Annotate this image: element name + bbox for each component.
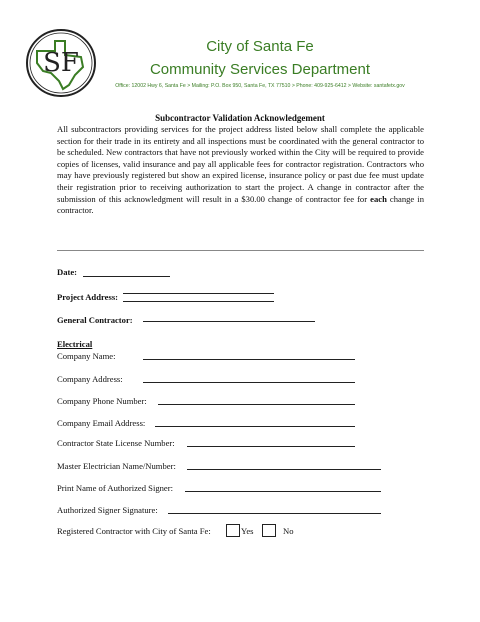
header-contact: Office: 12002 Hwy 6, Santa Fe > Mailing: P.O. Box 950, Santa Fe, TX 77510 > Phone: 409-925-6412 > Website: santafetx.gov (115, 83, 405, 89)
signature-field[interactable] (168, 513, 381, 514)
divider (57, 250, 424, 251)
date-field[interactable] (83, 276, 170, 277)
company-address-label: Company Address: (57, 374, 123, 384)
license-label: Contractor State License Number: (57, 438, 175, 448)
svg-text:SF: SF (43, 48, 79, 78)
intro-emphasis: each (370, 193, 387, 204)
yes-label: Yes (241, 526, 254, 536)
company-name-field[interactable] (143, 359, 355, 360)
print-name-label: Print Name of Authorized Signer: (57, 483, 173, 493)
master-electrician-field[interactable] (187, 469, 381, 470)
header-department: Community Services Department (149, 61, 371, 78)
company-address-field[interactable] (143, 382, 355, 383)
form-title: Subcontractor Validation Acknowledgement (155, 113, 325, 123)
company-phone-field[interactable] (158, 404, 355, 405)
yes-checkbox[interactable] (226, 524, 240, 537)
registered-label: Registered Contractor with City of Santa Fe: (57, 526, 211, 536)
electrical-heading: Electrical (57, 339, 93, 349)
print-name-field[interactable] (185, 491, 381, 492)
company-email-field[interactable] (155, 426, 355, 427)
general-contractor-field[interactable] (143, 321, 315, 322)
no-label: No (283, 526, 294, 536)
project-address-label: Project Address: (57, 292, 119, 302)
project-address-field[interactable] (123, 301, 274, 302)
intro-paragraph (57, 124, 424, 217)
company-phone-label: Company Phone Number: (57, 396, 147, 406)
city-seal-logo (25, 27, 97, 99)
license-field[interactable] (187, 446, 355, 447)
signature-label: Authorized Signer Signature: (57, 505, 158, 515)
intro-main: All subcontractors providing services for the project address listed below shall complete the applicable section for their trade in its entirety and all inspections must be coordinated with the general contractor to be scheduled. New contractors that have not previously worked within the City will be required to provide copies of licenses, valid insurance and pay all applicable fees for contractor registration. Contractors who may have previously registered but show an expired license, insurance policy or past due fee must update their registration prior to receiving authorization to start the project. A change in contractor after the submission of this acknowledgment will result in a $30.00 change of contractor fee for (57, 124, 424, 204)
master-electrician-label: Master Electrician Name/Number: (57, 461, 176, 471)
no-checkbox[interactable] (262, 524, 276, 537)
date-label: Date: (57, 267, 78, 277)
company-name-label: Company Name: (57, 351, 116, 361)
project-address-field-2[interactable] (123, 293, 274, 294)
header-city: City of Santa Fe (206, 38, 314, 55)
intro-end: change in contractor. (57, 193, 424, 216)
company-email-label: Company Email Address: (57, 418, 146, 428)
general-contractor-label: General Contractor: (57, 315, 133, 325)
